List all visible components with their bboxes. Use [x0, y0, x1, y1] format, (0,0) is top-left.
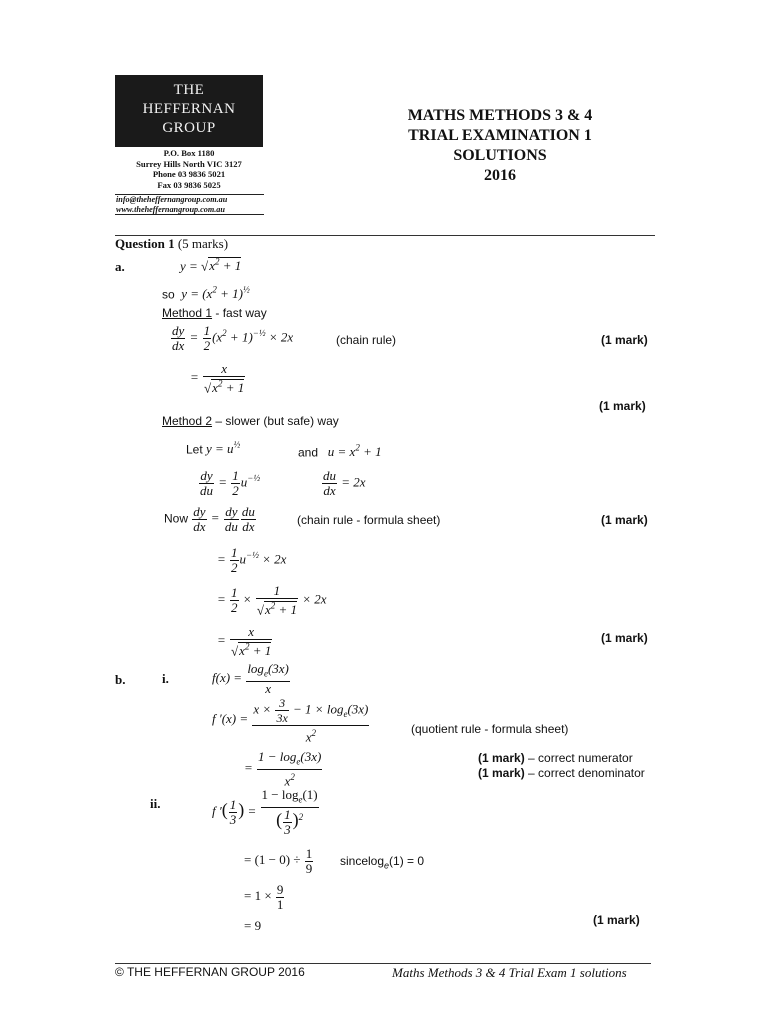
method-2-label: Method 2	[162, 414, 213, 428]
logo-website: www.theheffernangroup.com.au	[116, 204, 225, 214]
footer-copyright: © THE HEFFERNAN GROUP 2016	[115, 965, 305, 979]
eq-b8: = 9	[244, 918, 262, 933]
note-chain-rule-sheet: (chain rule - formula sheet)	[297, 513, 441, 527]
text-so: so	[162, 287, 175, 302]
mark-6-line	[478, 766, 645, 780]
logo-phone: Phone 03 9836 5021	[152, 169, 226, 179]
method-2-heading	[162, 414, 339, 428]
question-label: Question 1	[115, 236, 175, 251]
mark-1: (1 mark)	[601, 333, 648, 347]
mark-2: (1 mark)	[599, 399, 646, 413]
mark-6: (1 mark)	[478, 766, 525, 780]
mark-7: (1 mark)	[593, 913, 640, 927]
note-chain-rule: (chain rule)	[336, 333, 397, 347]
eq-a8: $\frac{du}{dx}$ = 2x	[323, 468, 366, 498]
eq-b6: sincelog$_e$(1) = 0	[340, 854, 425, 871]
mark-5: (1 mark)	[478, 751, 525, 765]
title-line-2: TRIAL EXAMINATION 1	[408, 127, 592, 144]
text-now: Now	[164, 511, 189, 526]
eq-a5: Let $y = u^{\frac{1}{2}}$	[186, 440, 241, 457]
method-2-desc: – slower (but safe) way	[212, 414, 339, 428]
eq-a6: and $u = x^2 + 1$	[298, 443, 382, 460]
text-since: since	[340, 854, 369, 868]
logo-line-1: THE	[173, 82, 205, 98]
note-quotient-rule: (quotient rule - formula sheet)	[411, 722, 569, 736]
text-and: and	[298, 445, 319, 460]
logo-email: info@theheffernangroup.com.au	[116, 195, 228, 204]
eq-a7: $\frac{dy}{du}$ = $\frac{1}{2}$ $u^{-\frac{1}{2}}$	[200, 468, 261, 498]
part-b-i-label: i.	[162, 671, 169, 686]
eq-a2: so $y = (x^2 + 1)^{\frac{1}{2}}$	[162, 285, 250, 302]
question-marks: (5 marks)	[177, 236, 229, 251]
eq-b2: f ′(x) = x × $\frac{3}{3x}$ − $1 \times \log_e(3x)$ $x^2$	[212, 696, 369, 745]
logo-contact	[115, 148, 263, 190]
part-b-ii-label: ii.	[150, 796, 161, 811]
mark-5-line	[478, 751, 633, 765]
eq-b7: = 1 × $\frac{9}{1}$	[244, 882, 284, 912]
logo-web	[115, 194, 264, 215]
mark-3: (1 mark)	[601, 513, 648, 527]
footer-rule	[115, 963, 651, 964]
eq-a4: = $\frac{x}{√x^2 + 1}$	[190, 361, 245, 396]
part-a-label: a.	[115, 259, 125, 274]
note-correct-numerator: – correct numerator	[524, 751, 633, 765]
eq-a10: = $\frac{1}{2}$ $u^{-\frac{1}{2}} \times 2x$	[217, 545, 287, 575]
method-1-desc: - fast way	[212, 306, 267, 320]
eq-b1: f(x) = $\frac{\log_e(3x)}{x}$	[212, 661, 289, 696]
note-correct-denominator: – correct denominator	[524, 766, 645, 780]
eq-a11: = $\frac{1}{2}$ × $\frac{1}{√x^2 + 1}$ × 2x	[217, 583, 327, 618]
company-logo	[115, 75, 263, 147]
title-line-3: SOLUTIONS	[453, 147, 547, 164]
eq-b4: f ′( $\frac{1}{3}$ ) = $1 - \log_e(1)$ ( $\frac{1}{3}$ )$^2$	[212, 787, 318, 837]
eq-a9: Now $\frac{dy}{dx}$ = $\frac{dy}{du}$ $\frac{du}{dx}$	[164, 504, 255, 534]
part-b-label: b.	[115, 672, 126, 687]
logo-line-3: GROUP	[162, 120, 216, 136]
title-line-4: 2016	[484, 167, 516, 184]
eq-a3: $\frac{dy}{dx}$ = $\frac{1}{2}$ $(x^2 + 1)^{-\frac{1}{2}} \times 2x$	[172, 323, 294, 353]
eq-a12: = $\frac{x}{√x^2 + 1}$	[217, 624, 272, 659]
question-heading	[115, 236, 228, 252]
footer-title: Maths Methods 3 & 4 Trial Exam 1 solutions	[392, 965, 627, 980]
logo-fax: Fax 03 9836 5025	[157, 179, 221, 190]
method-1-label: Method 1	[162, 306, 213, 320]
document-title	[370, 106, 630, 186]
method-1-heading	[162, 306, 267, 320]
eq-b3: = $\frac{1 - \log_e(3x)}{x^2}$	[244, 749, 322, 788]
eq-b5: = (1 − 0) ÷ $\frac{1}{9}$	[244, 846, 313, 876]
logo-line-2: HEFFERNAN	[142, 101, 236, 117]
logo-address-1: P.O. Box 1180	[163, 148, 215, 158]
text-let: Let	[186, 442, 203, 457]
eq-a1: $y = √x^2 + 1$	[180, 257, 242, 274]
title-line-1: MATHS METHODS 3 & 4	[407, 107, 593, 124]
logo-address-2: Surrey Hills North VIC 3127	[136, 158, 242, 169]
mark-4: (1 mark)	[601, 631, 648, 645]
